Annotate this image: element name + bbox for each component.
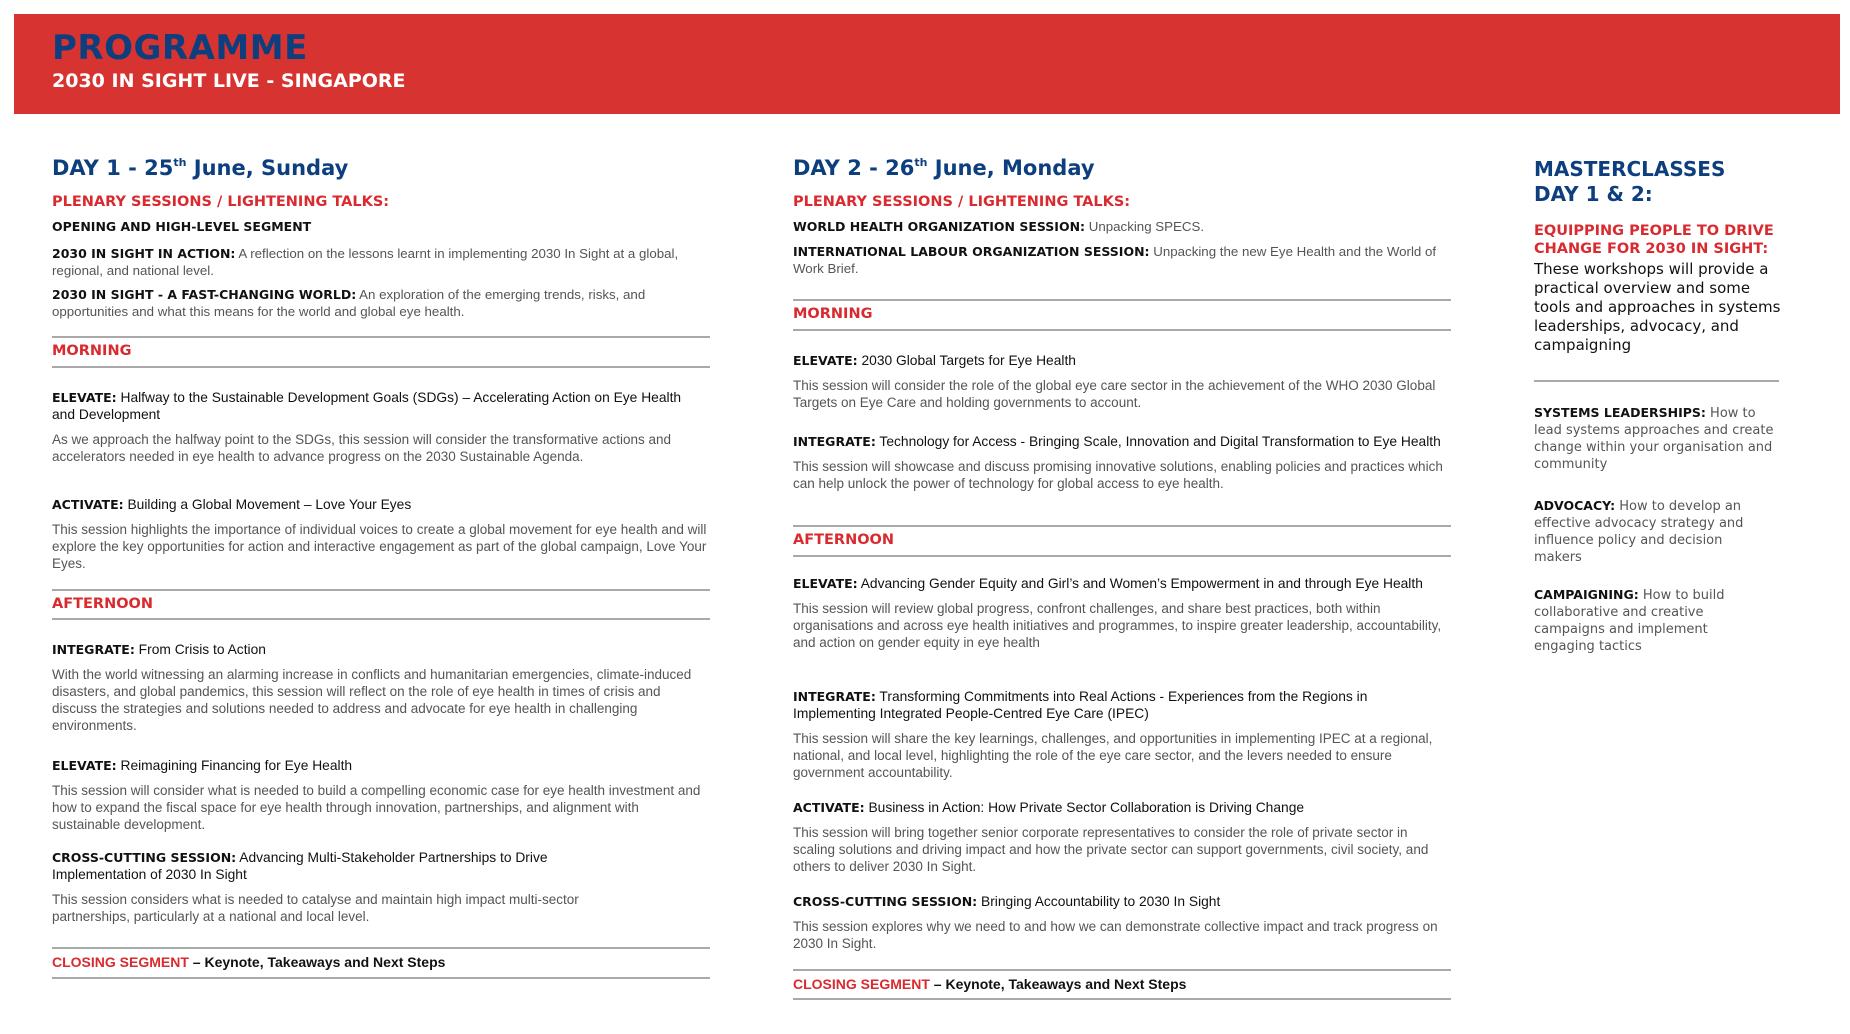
session-description: This session highlights the importance of individual voices to create a global movement for eye health and will explore the key opportunities for action and interactive engagement as part of the global campaign, Love Your Eyes.: [52, 522, 707, 571]
session-description: This session will bring together senior corporate representatives to consider the role of private sector in scaling solutions and driving impact and how the private sector can support governments, civil society, and others to deliver 2030 In Sight.: [793, 825, 1429, 874]
session-title: [52, 757, 707, 774]
session-title: [793, 575, 1448, 592]
masterclass-item: [1534, 497, 1764, 566]
day2-title: [793, 156, 1095, 180]
session-title: [52, 641, 707, 658]
session-type: ELEVATE:: [793, 353, 858, 368]
session-item: [793, 688, 1448, 781]
plenary-item-label: WORLD HEALTH ORGANIZATION SESSION:: [793, 219, 1086, 234]
divider: [793, 329, 1451, 331]
divider: [52, 977, 710, 979]
day2-title-weekday: June, Monday: [927, 156, 1095, 180]
closing-text: – Keynote, Takeaways and Next Steps: [188, 954, 446, 970]
session-item: [793, 799, 1448, 875]
session-type: ACTIVATE:: [52, 497, 124, 512]
session-title: [793, 893, 1448, 910]
plenary-item-label: INTERNATIONAL LABOUR ORGANIZATION SESSION:: [793, 244, 1150, 259]
session-title-text: Building a Global Movement – Love Your Eyes: [123, 497, 412, 512]
session-description: This session explores why we need to and how we can demonstrate collective impact and track progress on 2030 In Sight.: [793, 919, 1438, 951]
divider: [52, 589, 710, 591]
session-item: [793, 433, 1448, 492]
session-title: [793, 352, 1448, 369]
day1-morning-label: MORNING: [52, 343, 132, 359]
day2-title-date: DAY 2 - 26: [793, 156, 915, 180]
plenary-item-text: Unpacking the new Eye Health and the World of Work Brief.: [793, 244, 1437, 276]
session-type: CROSS-CUTTING SESSION:: [793, 894, 978, 909]
day1-title-date: DAY 1 - 25: [52, 156, 174, 180]
session-item: [52, 389, 707, 465]
session-description: This session will share the key learnings, challenges, and opportunities in implementing IPEC at a regional, national, and local level, highlighting the role of the eye care sector, and the levers needed to ensure government accountability.: [793, 731, 1433, 780]
masterclass-item-label: CAMPAIGNING:: [1534, 587, 1639, 602]
session-title: [52, 389, 707, 423]
masterclasses-intro: These workshops will provide a practical overview and some tools and approaches in systems leaderships, advocacy, and campaigning: [1534, 260, 1781, 354]
session-title-text: Reimagining Financing for Eye Health: [116, 758, 353, 773]
page-title: PROGRAMME: [52, 28, 308, 68]
day1-afternoon-label: AFTERNOON: [52, 596, 154, 612]
session-description: As we approach the halfway point to the SDGs, this session will consider the transformative actions and accelerators needed in eye health to advance progress on the 2030 Sustainable Agenda.: [52, 432, 672, 464]
day1-opening-segment: OPENING AND HIGH-LEVEL SEGMENT: [52, 219, 312, 234]
masterclasses-title: [1534, 157, 1784, 207]
session-item: [793, 575, 1448, 651]
session-item: [52, 757, 707, 833]
divider: [793, 969, 1451, 971]
session-description: This session will showcase and discuss promising innovative solutions, enabling policies and practices which can help unlock the power of technology for global access to eye health.: [793, 459, 1443, 491]
masterclass-item-text: How to develop an effective advocacy strategy and influence policy and decision makers: [1534, 499, 1744, 565]
session-title-text: Business in Action: How Private Sector Collaboration is Driving Change: [864, 800, 1305, 815]
plenary-item-text: Unpacking SPECS.: [1085, 219, 1205, 234]
day2-title-sup: th: [914, 156, 928, 169]
masterclasses-subheading: EQUIPPING PEOPLE TO DRIVE CHANGE FOR 2030 IN SIGHT:: [1534, 223, 1774, 257]
session-title-text: Bringing Accountability to 2030 In Sight: [977, 894, 1221, 909]
session-title: [793, 799, 1448, 816]
day2-afternoon-label: AFTERNOON: [793, 532, 895, 548]
plenary-item-label: 2030 IN SIGHT - A FAST-CHANGING WORLD:: [52, 287, 357, 302]
divider: [793, 299, 1451, 301]
day1-plenary-heading: PLENARY SESSIONS / LIGHTENING TALKS:: [52, 194, 390, 210]
masterclass-item-text: How to build collaborative and creative campaigns and implement engaging tactics: [1534, 588, 1725, 654]
session-item: [52, 641, 707, 734]
masterclass-item-text: How to lead systems approaches and create change within your organisation and community: [1534, 406, 1774, 472]
masterclasses-title-line1: MASTERCLASSES: [1534, 157, 1726, 181]
session-title-text: Advancing Gender Equity and Girl’s and Women’s Empowerment in and through Eye Health: [857, 576, 1423, 591]
session-title-text: Advancing Multi-Stakeholder Partnerships to Drive Implementation of 2030 In Sight: [52, 850, 548, 882]
closing-text: – Keynote, Takeaways and Next Steps: [929, 976, 1187, 992]
day1-plenary-item: [52, 286, 702, 320]
session-title-text: Halfway to the Sustainable Development Goals (SDGs) – Accelerating Action on Eye Health and Development: [52, 390, 682, 422]
session-title-text: From Crisis to Action: [134, 642, 266, 657]
session-type: ELEVATE:: [793, 576, 858, 591]
session-item: [52, 496, 707, 572]
plenary-item-text: An exploration of the emerging trends, risks, and opportunities and what this means for the world and global eye health.: [52, 287, 646, 319]
day1-column: [52, 0, 710, 1034]
divider: [793, 555, 1451, 557]
divider: [52, 618, 710, 620]
closing-label: CLOSING SEGMENT: [793, 976, 930, 992]
plenary-item-text: A reflection on the lessons learnt in implementing 2030 In Sight at a global, regional, and national level.: [52, 246, 679, 278]
session-title: [52, 496, 707, 513]
day2-plenary-item: [793, 218, 1443, 235]
plenary-item-label: 2030 IN SIGHT IN ACTION:: [52, 246, 236, 261]
divider: [1534, 380, 1779, 382]
session-type: INTEGRATE:: [793, 689, 876, 704]
day1-title: [52, 156, 348, 180]
divider: [52, 336, 710, 338]
divider: [52, 366, 710, 368]
session-title-text: Technology for Access - Bringing Scale, Innovation and Digital Transformation to Eye Health: [875, 434, 1441, 449]
session-item: [793, 893, 1448, 952]
page-subtitle: 2030 IN SIGHT LIVE - SINGAPORE: [52, 70, 406, 92]
session-type: ELEVATE:: [52, 390, 117, 405]
session-title-text: 2030 Global Targets for Eye Health: [857, 353, 1076, 368]
divider: [52, 947, 710, 949]
session-type: ELEVATE:: [52, 758, 117, 773]
masterclass-item: [1534, 404, 1784, 473]
session-type: INTEGRATE:: [793, 434, 876, 449]
closing-label: CLOSING SEGMENT: [52, 954, 189, 970]
session-description: With the world witnessing an alarming increase in conflicts and humanitarian emergencies, climate-induced disasters, and global pandemics, this session will reflect on the role of eye health in times of crisis and discuss the strategies and solutions needed to address and advocate for eye health in challenging environments.: [52, 667, 692, 733]
day2-plenary-heading: PLENARY SESSIONS / LIGHTENING TALKS:: [793, 194, 1131, 210]
session-item: [52, 849, 579, 925]
session-description: This session will consider the role of the global eye care sector in the achievement of the WHO 2030 Global Targets on Eye Care and holding governments to account.: [793, 378, 1436, 410]
masterclasses-title-line2: DAY 1 & 2:: [1534, 182, 1653, 206]
masterclasses-column: [1534, 0, 1784, 1034]
day1-plenary-item: [52, 245, 702, 279]
divider: [793, 525, 1451, 527]
day2-plenary-item: [793, 243, 1443, 277]
session-type: CROSS-CUTTING SESSION:: [52, 850, 237, 865]
session-title-text: Transforming Commitments into Real Actions - Experiences from the Regions in Implementing Integrated People-Centred Eye Care (IPEC): [793, 689, 1368, 721]
session-description: This session will consider what is needed to build a compelling economic case for eye health investment and how to expand the fiscal space for eye health through innovation, partnerships, and alignment with sustainable development.: [52, 783, 701, 832]
session-title: [52, 849, 552, 883]
session-title: [793, 433, 1448, 450]
session-type: ACTIVATE:: [793, 800, 865, 815]
session-type: INTEGRATE:: [52, 642, 135, 657]
day1-title-sup: th: [173, 156, 187, 169]
masterclass-item-label: SYSTEMS LEADERSHIPS:: [1534, 405, 1706, 420]
divider: [793, 998, 1451, 1000]
session-item: [793, 352, 1448, 411]
day1-title-weekday: June, Sunday: [186, 156, 349, 180]
masterclass-item-label: ADVOCACY:: [1534, 498, 1616, 513]
day2-column: [793, 0, 1451, 1034]
day1-closing-segment: [52, 954, 445, 970]
day2-closing-segment: [793, 976, 1186, 992]
day2-morning-label: MORNING: [793, 306, 873, 322]
session-description: This session will review global progress, confront challenges, and share best practices, both within organisations and across eye health initiatives and programmes, to inspire greater leadership, accountability, and action on gender equity in eye health: [793, 601, 1442, 650]
session-title: [793, 688, 1448, 722]
masterclass-item: [1534, 586, 1744, 655]
session-description: This session considers what is needed to catalyse and maintain high impact multi-sector partnerships, particularly at a national and local level.: [52, 892, 579, 924]
